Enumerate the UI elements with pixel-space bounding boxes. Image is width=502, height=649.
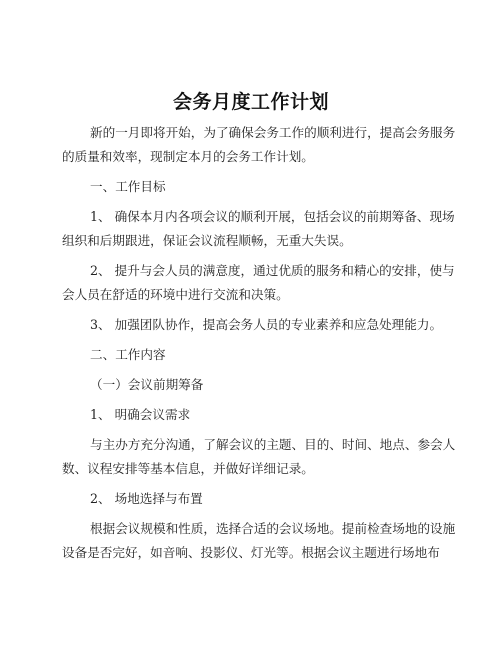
- item-2-line-1: 根据会议规模和性质，选择合适的会议场地。提前检查场地的设施: [90, 521, 456, 536]
- item-1-line-2: 数、议程安排等基本信息，并做好详细记录。: [62, 461, 314, 476]
- item-2-heading: 2、 场地选择与布置: [90, 491, 203, 506]
- goal-2-line-2: 会人员在舒适的环境中进行交流和决策。: [62, 287, 289, 302]
- section-heading-goals: 一、工作目标: [90, 179, 166, 194]
- intro-line-2: 的质量和效率，现制定本月的会务工作计划。: [62, 149, 314, 164]
- goal-1-line-2: 组织和后期跟进，保证会议流程顺畅，无重大失误。: [62, 233, 352, 248]
- goal-3-line-1: 3、 加强团队协作，提高会务人员的专业素养和应急处理能力。: [90, 317, 443, 332]
- item-1-heading: 1、 明确会议需求: [90, 407, 191, 422]
- item-2-line-2: 设备是否完好，如音响、投影仪、灯光等。根据会议主题进行场地布: [62, 545, 440, 560]
- goal-2-line-1: 2、 提升与会人员的满意度，通过优质的服务和精心的安排，使与: [90, 263, 455, 278]
- document-title: 会务月度工作计划: [172, 91, 329, 113]
- item-1-line-1: 与主办方充分沟通，了解会议的主题、目的、时间、地点、参会人: [90, 437, 456, 452]
- goal-1-line-1: 1、 确保本月内各项会议的顺利开展，包括会议的前期筹备、现场: [90, 209, 455, 224]
- section-heading-content: 二、工作内容: [90, 347, 166, 362]
- intro-line-1: 新的一月即将开始，为了确保会务工作的顺利进行，提高会务服务: [90, 125, 456, 140]
- subsection-heading-prep: （一）会议前期筹备: [90, 377, 204, 392]
